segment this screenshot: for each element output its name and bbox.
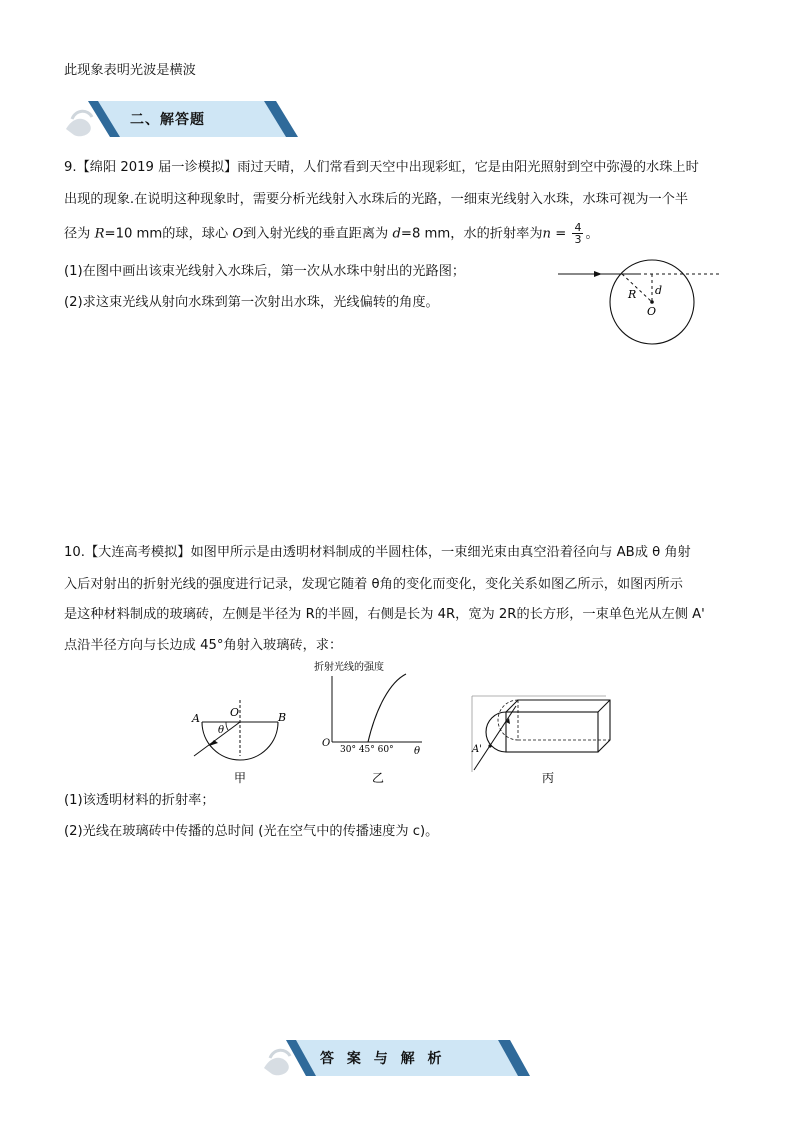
q10-line-3: 是这种材料制成的玻璃砖，左侧是半径为 R的半圆，右侧是长为 4R，宽为 2R的长方形，一束单色光从左侧 A' <box>64 607 705 622</box>
q9-text: =8 mm，水的折射率为 <box>400 226 543 242</box>
var-n: n <box>542 226 552 242</box>
depth-edge <box>598 700 610 712</box>
q9-text: 径为 <box>64 226 95 242</box>
fraction <box>572 222 583 245</box>
fig-yi <box>310 658 430 786</box>
cloud-decor <box>270 1050 290 1058</box>
cloud-decor <box>72 111 92 119</box>
fraction-numerator: 4 <box>574 221 582 234</box>
var-R: R <box>94 226 105 242</box>
label-R: R <box>628 288 637 301</box>
var-O: O <box>232 226 244 242</box>
answer-title: 答 案 与 解 析 <box>320 1051 446 1067</box>
caption-jia: 甲 <box>234 771 247 785</box>
intensity-curve <box>368 674 406 742</box>
fraction-denominator: 3 <box>574 233 582 246</box>
rectangle-front <box>506 712 598 752</box>
label-O: O <box>230 706 240 719</box>
label-A: A <box>192 712 200 725</box>
label-A-prime: A' <box>472 744 482 755</box>
point-A <box>488 744 491 747</box>
q10-sub-2: (2)光线在玻璃砖中传播的总时间 (光在空气中的传播速度为 c)。 <box>64 824 439 839</box>
label-theta: θ <box>218 725 225 736</box>
rectangle-depth <box>506 700 610 752</box>
var-d: d <box>392 226 401 242</box>
label-O: O <box>647 305 657 318</box>
answer-banner <box>262 1036 532 1082</box>
light-ray <box>194 722 240 756</box>
angle-arc <box>226 722 228 730</box>
q9-text: 到入射光线的垂直距离为 <box>243 226 393 242</box>
y-axis-label: 折射光线的强度 <box>314 662 384 673</box>
q9-line-1: 9.【绵阳 2019 届一诊模拟】雨过天晴，人们常看到天空中出现彩虹，它是由阳光照射到空中弥漫的水珠上时 <box>64 160 699 175</box>
caption-yi: 乙 <box>372 771 385 785</box>
ray-arrow <box>209 740 218 746</box>
q10-line-2: 入后对射出的折射光线的强度进行记录，发现它随着 θ角的变化而变化，变化关系如图乙所示，如图丙所示 <box>64 577 683 592</box>
fig-jia <box>186 696 296 786</box>
section-title: 二、解答题 <box>130 112 205 128</box>
caption-bing: 丙 <box>542 771 555 785</box>
cloud-decor <box>66 119 91 137</box>
q9-sub-1: (1)在图中画出该束光线射入水珠后，第一次从水珠中射出的光路图； <box>64 264 466 279</box>
q9-text: = <box>551 226 571 242</box>
radius-line <box>622 274 652 302</box>
q10-sub-1: (1)该透明材料的折射率； <box>64 793 215 808</box>
label-d: d <box>655 284 663 297</box>
ray-arrow <box>594 271 602 277</box>
center-dot <box>650 300 654 304</box>
fig-bing <box>466 694 616 786</box>
q9-text: =10 mm的球，球心 <box>104 226 233 242</box>
cloud-decor <box>264 1058 289 1076</box>
q10-line-4: 点沿半径方向与长边成 45°角射入玻璃砖，求： <box>64 638 343 653</box>
label-B: B <box>278 711 287 724</box>
section-banner <box>64 97 300 143</box>
q9-line-3 <box>64 222 599 245</box>
q10-line-1: 10.【大连高考模拟】如图甲所示是由透明材料制成的半圆柱体，一束细光束由真空沿着径向与 AB成 θ 角射 <box>64 545 691 560</box>
x-axis-label: θ <box>414 746 421 757</box>
origin-label: O <box>322 738 331 749</box>
q9-text: 。 <box>585 226 599 242</box>
droplet-figure <box>556 258 726 350</box>
q9-sub-2: (2)求这束光线从射向水珠到第一次射出水珠，光线偏转的角度。 <box>64 295 439 310</box>
q9-line-2: 出现的现象.在说明这种现象时，需要分析光线射入水珠后的光路，一细束光线射入水珠，水珠可视为一个半 <box>64 192 689 207</box>
tick-labels: 30° 45° 60° <box>340 745 394 755</box>
top-line-text: 此现象表明光波是横波 <box>64 63 196 78</box>
